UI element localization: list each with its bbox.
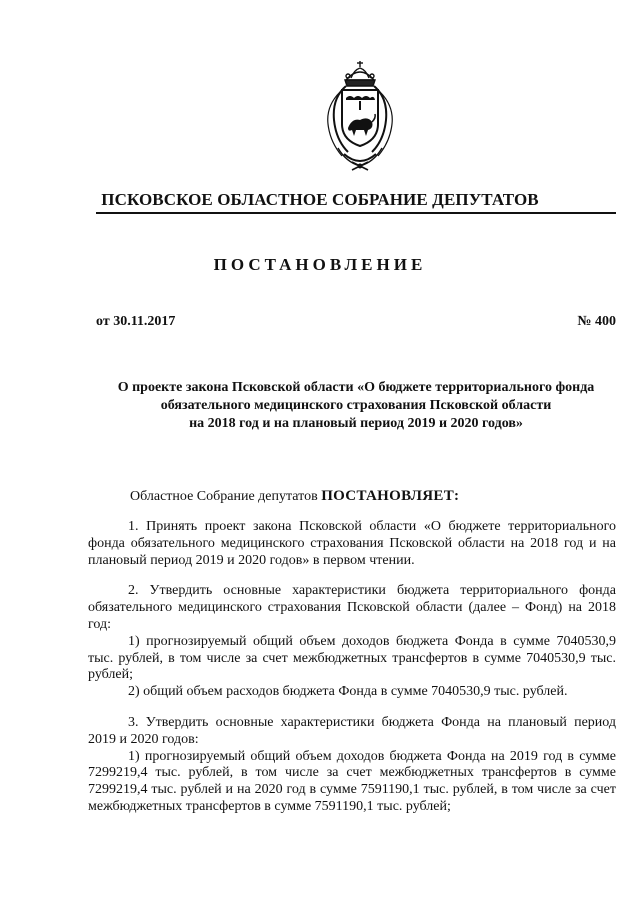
document-body (88, 519, 616, 816)
paragraph-3-item-1: 1) прогнозируемый общий объем доходов бюджета Фонда на 2019 год в сумме 7299219,4 тыс. рублей, в том числе за счет межбюджетных трансфертов в сумме 7299219,4 тыс. рублей и на 2020 год в сумме 7591190,1 тыс. рублей, в том числе за счет межбюджетных трансфертов в сумме 7591190,1 тыс. рублей; (88, 748, 616, 814)
paragraph-2: 2. Утвердить основные характеристики бюджета территориального фонда обязательного медицинского страхования Псковской области (далее – Фонд) на 2018 год: (88, 583, 616, 632)
document-type: ПОСТАНОВЛЕНИЕ (213, 255, 427, 274)
header-divider (96, 212, 616, 214)
organization-name: ПСКОВСКОЕ ОБЛАСТНОЕ СОБРАНИЕ ДЕПУТАТОВ (101, 190, 539, 209)
title-line: О проекте закона Псковской области «О бюджете территориального фонда (117, 380, 595, 395)
decree-line (130, 488, 459, 505)
document-date: от 30.11.2017 (96, 314, 176, 329)
decree-intro: Областное Собрание депутатов (130, 489, 318, 504)
paragraph-3: 3. Утвердить основные характеристики бюджета Фонда на плановый период 2019 и 2020 годов: (88, 714, 616, 747)
title-line: обязательного медицинского страхования Псковской области (160, 398, 552, 413)
document-title (96, 379, 616, 433)
document-number: № 400 (577, 314, 616, 329)
paragraph-2-item-1: 1) прогнозируемый общий объем доходов бюджета Фонда в сумме 7040530,9 тыс. рублей, в том числе за счет межбюджетных трансфертов в сумме 7040530,9 тыс. рублей; (88, 633, 616, 683)
paragraph-1: 1. Принять проект закона Псковской области «О бюджете территориального фонда обязательного медицинского страхования Псковской области на 2018 год и на плановый период 2019 и 2020 годов» в первом чтении. (88, 519, 616, 568)
paragraph-2-item-2: 2) общий объем расходов бюджета Фонда в сумме 7040530,9 тыс. рублей. (128, 684, 568, 700)
title-line: на 2018 год и на плановый период 2019 и 2020 годов» (189, 416, 523, 431)
decree-word: ПОСТАНОВЛЯЕТ: (321, 488, 460, 504)
coat-of-arms-icon (318, 58, 402, 176)
